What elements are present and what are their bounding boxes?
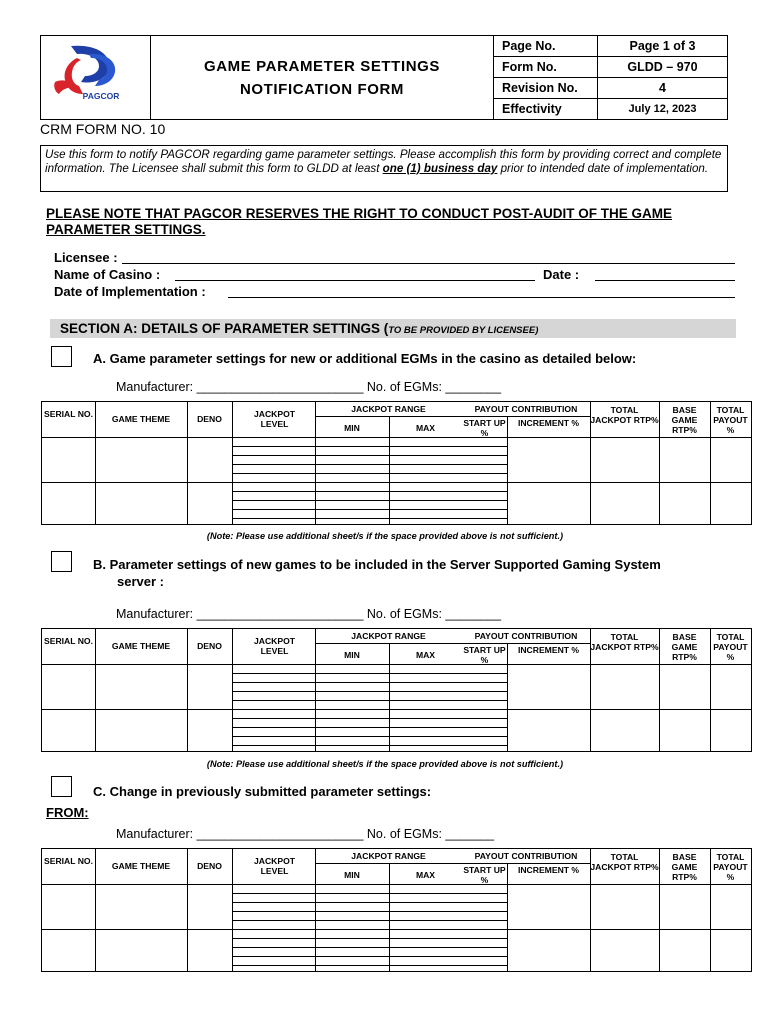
meta-key: Form No.: [494, 57, 598, 77]
header-game-theme: GAME THEME: [111, 641, 171, 651]
meta-row: [494, 57, 727, 78]
meta-key: Revision No.: [494, 78, 598, 98]
header-increment: INCREMENT %: [517, 418, 580, 428]
header-increment: INCREMENT %: [517, 865, 580, 875]
header-jackpot-range: JACKPOT RANGE: [351, 631, 426, 641]
crm-form-number: CRM FORM NO. 10: [40, 121, 166, 137]
table-body[interactable]: [42, 665, 751, 751]
header-base-game-rtp: BASE GAME RTP%: [671, 632, 698, 662]
checkbox-item-b[interactable]: [51, 551, 72, 572]
header-start-up: START UP %: [463, 645, 506, 665]
header-base-game-rtp: BASE GAME RTP%: [671, 405, 698, 435]
item-c-text: C. Change in previously submitted parameter settings:: [93, 784, 432, 799]
header-payout-contribution: PAYOUT CONTRIBUTION: [474, 631, 578, 641]
header-payout-contribution: PAYOUT CONTRIBUTION: [474, 851, 578, 861]
header-start-up: START UP %: [463, 418, 506, 438]
parameter-table-b: [41, 628, 752, 752]
header-base-game-rtp: BASE GAME RTP%: [671, 852, 698, 882]
section-a-title: SECTION A: DETAILS OF PARAMETER SETTINGS (TO BE PROVIDED BY LICENSEE): [60, 321, 539, 336]
header-min: MIN: [344, 870, 360, 880]
header-total-payout: TOTAL PAYOUT %: [713, 852, 748, 882]
header-jackpot-level: JACKPOT LEVEL: [253, 409, 296, 429]
title-line-1: GAME PARAMETER SETTINGS: [203, 57, 441, 75]
header-game-theme: GAME THEME: [111, 414, 171, 424]
header-min: MIN: [344, 423, 360, 433]
meta-row: [494, 99, 727, 119]
licensee-label: Licensee :: [54, 250, 118, 265]
header-max: MAX: [415, 870, 436, 880]
licensee-input[interactable]: [122, 263, 735, 264]
meta-row: [494, 36, 727, 57]
table-note-b: (Note: Please use additional sheet/s if the space provided above is not sufficient.): [206, 759, 564, 769]
meta-table: [494, 36, 727, 119]
header-serial: SERIAL NO.: [43, 636, 94, 646]
casino-input[interactable]: [175, 280, 535, 281]
header-deno: DENO: [197, 641, 222, 651]
item-b-line2: server :: [117, 574, 164, 589]
instructions-part1: Use this form to notify PAGCOR regarding game parameter settings. Please accomplish this form by providing correct and complete information. The Licensee shall submit this form to GLDD at least: [45, 148, 722, 175]
instructions-emphasis: one (1) business day: [382, 162, 498, 175]
from-label: FROM:: [46, 805, 89, 820]
implementation-label: Date of Implementation :: [54, 284, 206, 299]
header-max: MAX: [415, 650, 436, 660]
header-deno: DENO: [197, 414, 222, 424]
parameter-table-c: [41, 848, 752, 972]
header-jackpot-range: JACKPOT RANGE: [351, 404, 426, 414]
header-jackpot-range: JACKPOT RANGE: [351, 851, 426, 861]
item-a-text: A. Game parameter settings for new or additional EGMs in the casino as detailed below:: [93, 351, 637, 366]
date-label: Date :: [543, 267, 580, 282]
header-deno: DENO: [197, 861, 222, 871]
header-payout-contribution: PAYOUT CONTRIBUTION: [474, 404, 578, 414]
table-body[interactable]: [42, 885, 751, 971]
checkbox-item-c[interactable]: [51, 776, 72, 797]
header-game-theme: GAME THEME: [111, 861, 171, 871]
logo-cell: [41, 36, 151, 119]
header-total-payout: TOTAL PAYOUT %: [713, 632, 748, 662]
logo-text: PAGCOR: [82, 91, 120, 101]
header-increment: INCREMENT %: [517, 645, 580, 655]
header-serial: SERIAL NO.: [43, 856, 94, 866]
table-note-a: (Note: Please use additional sheet/s if the space provided above is not sufficient.): [206, 531, 564, 541]
date-input[interactable]: [595, 280, 735, 281]
form-title: [151, 36, 494, 119]
meta-value: 4: [659, 81, 666, 95]
header-total-payout: TOTAL PAYOUT %: [713, 405, 748, 435]
checkbox-item-a[interactable]: [51, 346, 72, 367]
header-max: MAX: [415, 423, 436, 433]
header-jackpot-level: JACKPOT LEVEL: [253, 856, 296, 876]
section-a-hint: TO BE PROVIDED BY LICENSEE: [388, 325, 536, 336]
title-line-2: NOTIFICATION FORM: [239, 80, 405, 98]
post-audit-notice: PLEASE NOTE THAT PAGCOR RESERVES THE RIGHT TO CONDUCT POST-AUDIT OF THE GAME PARAMETER SETTINGS.: [46, 206, 673, 237]
pagcor-logo: [41, 36, 151, 119]
meta-row: [494, 78, 727, 99]
implementation-input[interactable]: [228, 297, 735, 298]
item-b-text: [93, 556, 743, 590]
header-serial: SERIAL NO.: [43, 409, 94, 419]
header-total-jackpot-rtp: TOTAL JACKPOT RTP%: [590, 405, 659, 425]
header-total-jackpot-rtp: TOTAL JACKPOT RTP%: [590, 632, 659, 652]
manufacturer-line-b[interactable]: Manufacturer: ________________________ No. of EGMs: ________: [116, 607, 502, 621]
manufacturer-line-a[interactable]: Manufacturer: ________________________ No. of EGMs: ________: [116, 380, 502, 394]
header-total-jackpot-rtp: TOTAL JACKPOT RTP%: [590, 852, 659, 872]
header-jackpot-level: JACKPOT LEVEL: [253, 636, 296, 656]
meta-key: Page No.: [494, 36, 598, 56]
section-a-header: [50, 319, 736, 338]
instructions-part2: prior to intended date of implementation.: [497, 162, 709, 175]
meta-value: July 12, 2023: [628, 103, 697, 115]
meta-value: Page 1 of 3: [629, 39, 696, 53]
header-start-up: START UP %: [463, 865, 506, 885]
manufacturer-line-c[interactable]: Manufacturer: ________________________ No. of EGMs: _______: [116, 827, 495, 841]
meta-value: GLDD – 970: [627, 60, 698, 74]
casino-label: Name of Casino :: [54, 267, 161, 282]
meta-key: Effectivity: [494, 99, 598, 119]
parameter-table-a: [41, 401, 752, 525]
instructions-box: [40, 145, 728, 192]
table-body[interactable]: [42, 438, 751, 524]
form-header: [40, 35, 728, 120]
item-b-line1: B. Parameter settings of new games to be included in the Server Supported Gaming System: [93, 557, 661, 572]
header-min: MIN: [344, 650, 360, 660]
